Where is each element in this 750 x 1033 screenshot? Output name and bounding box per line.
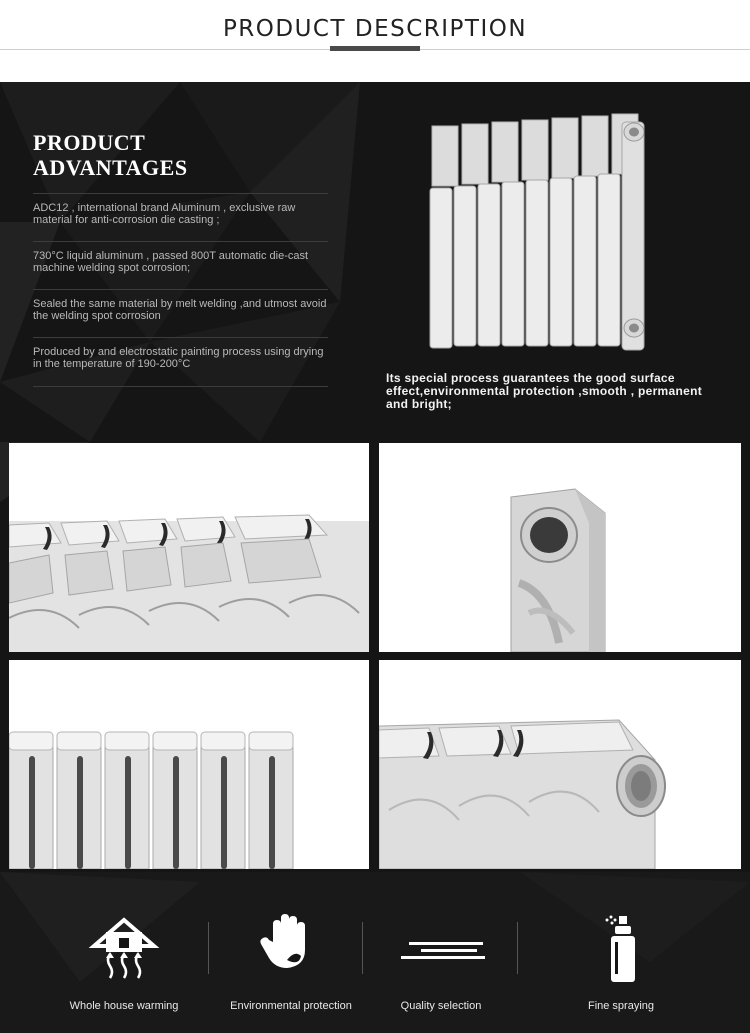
advantage-item: ADC12 , international brand Aluminum , exclusive raw material for anti-corrosion die casting ; xyxy=(33,193,328,241)
advantages-title-line1: PRODUCT xyxy=(33,130,146,155)
detail-photo-thread xyxy=(379,660,741,869)
detail-photo-pipe xyxy=(379,443,741,652)
hand-leaf-icon xyxy=(211,912,371,982)
header-accent-bar xyxy=(330,46,420,51)
advantage-item: 730°C liquid aluminum , passed 800T automatic die-cast machine welding spot corrosion; xyxy=(33,241,328,289)
advantage-item: Produced by and electrostatic painting process using drying in the temperature of 190-200°C xyxy=(33,337,328,387)
advantages-list xyxy=(33,193,328,387)
detail-photo-sections xyxy=(9,660,369,869)
advantages-title xyxy=(33,130,233,180)
radiator-hero-image xyxy=(420,112,660,362)
product-section xyxy=(0,82,750,1033)
features-row xyxy=(0,902,750,1033)
page-title: PRODUCT DESCRIPTION xyxy=(222,16,528,42)
hero-caption: Its special process guarantees the good surface effect,environmental protection ,smooth , permanent and bright; xyxy=(386,371,703,411)
house-heat-icon xyxy=(44,912,204,982)
feature-item xyxy=(541,902,701,1033)
advantage-item: Sealed the same material by melt welding ,and utmost avoid the welding spot corrosion xyxy=(33,289,328,337)
lines-icon xyxy=(361,912,521,982)
feature-divider xyxy=(208,922,209,974)
detail-photo-fins xyxy=(9,443,369,652)
feature-item xyxy=(361,902,521,1033)
spray-can-icon xyxy=(541,912,701,982)
feature-label: Whole house warming xyxy=(69,1000,179,1012)
header xyxy=(0,0,750,82)
feature-label: Fine spraying xyxy=(587,1000,655,1012)
feature-label: Quality selection xyxy=(400,1000,482,1012)
feature-label: Environmental protection xyxy=(230,1000,352,1012)
advantages-title-line2: ADVANTAGES xyxy=(33,155,188,180)
feature-item xyxy=(44,902,204,1033)
feature-item xyxy=(211,902,371,1033)
feature-divider xyxy=(517,922,518,974)
